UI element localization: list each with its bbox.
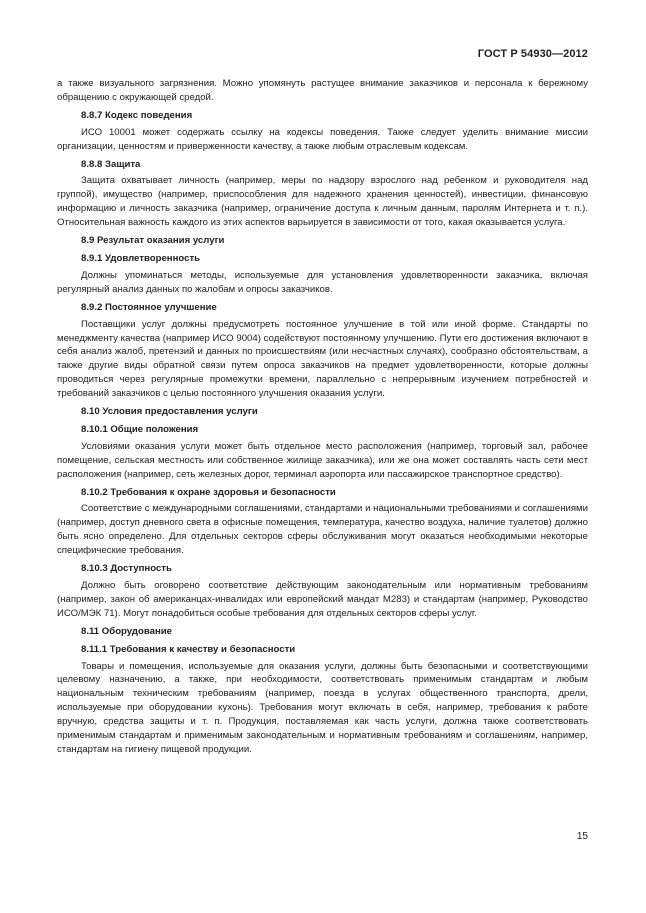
document-code-header: ГОСТ Р 54930—2012: [477, 48, 588, 60]
section-heading: 8.8.8 Защита: [81, 158, 141, 170]
section-heading: 8.10.1 Общие положения: [81, 423, 199, 435]
document-body: [57, 77, 588, 757]
body-paragraph: Защита охватывает личность (например, меры по надзору взрослого над ребенком и руководителя над группой), имущество (например, приспособления для надежного хранения ценностей), инвестиции, финансовую информацию и личность заказчика (например, ограничение доступа к личным данным, паролям Интернета и т. п.). Относительная важность каждого из этих аспектов варьируется в зависимости от того, какая оказывается услуга.: [57, 175, 588, 229]
body-paragraph: Условиями оказания услуги может быть отдельное место расположения (например, торговый зал, рабочее помещение, сельская местность или собственное жилище заказчика), или же она может составлять часть сети мест расположения (например, сеть железных дорог, терминал аэропорта или пассажирское транспортное средство).: [57, 440, 588, 480]
section-heading: 8.9.2 Постоянное улучшение: [81, 301, 217, 313]
body-paragraph: Поставщики услуг должны предусмотреть постоянное улучшение в той или иной форме. Стандарты по менеджменту качества (например ИСО 9004) содействуют постоянному улучшению. Пути его достижения включают в себя анализ жалоб, претензий и данных по происшествиям (или несчастных случаях), сообразно обстоятельствам, а также другие виды обратной связи путем опроса заказчиков на предмет удовлетворенности, которые должны проводиться через регулярные промежутки времени, параллельно с непрерывным изучением потребностей и требований заказчиков с целью постоянного улучшения оказания услуги.: [57, 318, 588, 400]
section-heading: 8.11 Оборудование: [81, 625, 172, 637]
page-number: 15: [576, 831, 588, 842]
section-heading: 8.8.7 Кодекс поведения: [81, 109, 193, 121]
body-paragraph: Товары и помещения, используемые для оказания услуги, должны быть безопасными и соответствующими целевому назначению, а также, при необходимости, соответствовать применимым стандартам и любым национальным техническим требованиям (например, поезда в услугах общественного транспорта, дрели, используемые при оборудовании кухонь). Требования могут включать в себя, например, требования к работе вручную, средства защиты и т. п. Продукция, поставляемая как часть услуги, должна также соответствовать применимым стандартам и применимым законодательным и нормативным требованиям и соглашениям, например, стандартам на гигиену пищевой продукции.: [57, 660, 588, 755]
section-heading: 8.10.3 Доступность: [81, 563, 172, 575]
section-heading: 8.9 Результат оказания услуги: [81, 235, 225, 247]
section-heading: 8.10 Условия предоставления услуги: [81, 406, 258, 418]
body-paragraph: Соответствие с международными соглашениями, стандартами и национальными требованиями и соглашениями (например, доступ дневного света в офисные помещения, температура, качество воздуха, наличие туалетов) должно быть ясно определено. Для отдельных секторов сферы обслуживания могут оказаться необходимыми некоторые специфические требования.: [57, 503, 588, 557]
body-paragraph: Должны упоминаться методы, используемые для установления удовлетворенности заказчика, включая регулярный анализ данных по жалобам и опросы заказчиков.: [57, 269, 588, 295]
body-paragraph: а также визуального загрязнения. Можно упомянуть растущее внимание заказчиков и персонала к бережному обращению с окружающей средой.: [57, 78, 588, 103]
section-heading: 8.11.1 Требования к качеству и безопасности: [81, 643, 296, 655]
section-heading: 8.9.1 Удовлетворенность: [81, 252, 201, 264]
body-paragraph: Должно быть оговорено соответствие действующим законодательным или нормативным требованиям (например, закон об американцах-инвалидах или европейский мандат М283) и стандартам (например, Руководство ИСО/МЭК 71). Могут понадобиться особые требования для отдельных секторов сферы услуг.: [57, 580, 588, 619]
body-paragraph: ИСО 10001 может содержать ссылку на кодексы поведения. Также следует уделить внимание миссии организации, ценностям и приверженности качеству, а также любым отраслевым кодексам.: [57, 126, 588, 152]
section-heading: 8.10.2 Требования к охране здоровья и безопасности: [81, 486, 336, 498]
